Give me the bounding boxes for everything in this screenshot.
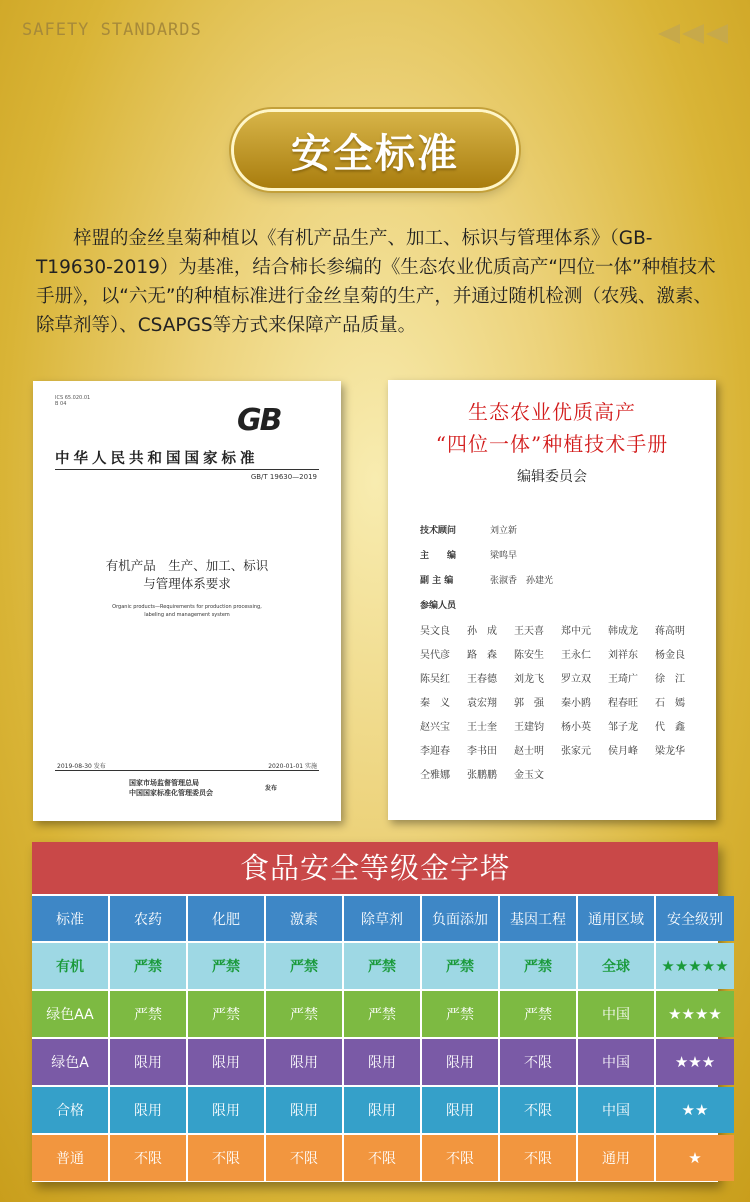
table-cell: 严禁 xyxy=(188,991,264,1037)
contributor-name: 金玉文 xyxy=(514,770,544,781)
gb-issuer-suffix: 发布 xyxy=(265,785,278,792)
section-label: SAFETY STANDARDS xyxy=(22,20,202,40)
table-header-cell: 标准 xyxy=(32,896,108,941)
table-cell: 严禁 xyxy=(110,943,186,989)
contributor-name: 侯月峰 xyxy=(608,746,638,757)
table-header-cell: 化肥 xyxy=(188,896,264,941)
table-cell: 不限 xyxy=(188,1135,264,1181)
table-cell: 严禁 xyxy=(110,991,186,1037)
table-header-cell: 安全级别 xyxy=(656,896,734,941)
gb-name-line2: 与管理体系要求 xyxy=(143,576,231,591)
role-row xyxy=(420,523,517,536)
gb-issue-date: 2019-08-30 发布 xyxy=(57,763,106,770)
table-header-cell: 激素 xyxy=(266,896,342,941)
table-cell: 不限 xyxy=(500,1039,576,1085)
role-key: 副 主 编 xyxy=(420,576,454,586)
contributor-name: 吴文良 xyxy=(420,626,450,637)
table-cell: 限用 xyxy=(266,1039,342,1085)
table-cell: 限用 xyxy=(266,1087,342,1133)
contributor-name: 赵兴宝 xyxy=(420,722,450,733)
contributor-name: 刘龙飞 xyxy=(514,674,544,685)
contributor-name: 刘祥东 xyxy=(608,650,638,661)
safety-stars: ★★★★★ xyxy=(656,943,734,989)
role-row xyxy=(420,573,553,586)
gb-org-title: 中华人民共和国国家标准 xyxy=(55,450,259,467)
table-cell: 不限 xyxy=(422,1135,498,1181)
table-cell: 限用 xyxy=(344,1087,420,1133)
contributor-name: 陈吴红 xyxy=(420,674,450,685)
table-header-cell: 农药 xyxy=(110,896,186,941)
gb-name-line1: 有机产品 生产、加工、标识 xyxy=(105,558,269,573)
gb-code: GB/T 19630—2019 xyxy=(250,473,317,481)
table-cell: 限用 xyxy=(110,1087,186,1133)
table-header-cell: 基因工程 xyxy=(500,896,576,941)
contributor-name: 程春旺 xyxy=(608,698,638,709)
table-cell: 严禁 xyxy=(422,943,498,989)
role-value: 刘立新 xyxy=(490,526,518,536)
contributor-name: 孙 成 xyxy=(467,626,497,637)
gb-standard-cover: ICS 65.020.01 B 04 GB 中华人民共和国国家标准 GB/T 19630—2019 有机产品 生产、加工、标识 与管理体系要求 Organic products—Requirements for production processing, labeling and management system 2019-08-30 发布 2020-01-01 实施 国家市场监督管理总局 中国国家标准化管理委员会 发布 xyxy=(33,381,341,821)
safety-stars: ★★★ xyxy=(656,1039,734,1085)
table-cell: 有机 xyxy=(32,943,108,989)
contributor-name: 王士奎 xyxy=(467,722,497,733)
contributor-name: 李迎春 xyxy=(420,746,450,757)
contributor-name: 秦 义 xyxy=(420,698,450,709)
manual-title-line1: 生态农业优质高产 xyxy=(468,400,636,424)
contributor-name: 郭 强 xyxy=(514,698,544,709)
name-line xyxy=(420,764,710,788)
manual-title-line2: “四位一体”种植技术手册 xyxy=(435,432,669,456)
section-title-badge xyxy=(234,112,516,188)
table-cell: 合格 xyxy=(32,1087,108,1133)
table-header-cell: 通用区域 xyxy=(578,896,654,941)
table-cell: 限用 xyxy=(422,1039,498,1085)
name-line xyxy=(420,716,710,740)
contributor-name: 梁龙华 xyxy=(655,746,685,757)
safety-stars: ★★★★ xyxy=(656,991,734,1037)
contributor-name: 张鹏鹏 xyxy=(467,770,497,781)
safety-level-table xyxy=(32,842,729,1182)
role-key: 技术顾问 xyxy=(420,526,457,536)
contributor-name: 路 森 xyxy=(467,650,497,661)
table-cell: 中国 xyxy=(578,1087,654,1133)
contributor-name: 代 鑫 xyxy=(655,722,685,733)
table-cell: 限用 xyxy=(110,1039,186,1085)
contributor-name: 陈安生 xyxy=(514,650,544,661)
table-cell: 不限 xyxy=(500,1135,576,1181)
role-key: 参编人员 xyxy=(420,601,457,611)
table-header-cell: 负面添加 xyxy=(422,896,498,941)
contributor-name: 韩成龙 xyxy=(608,626,638,637)
table-cell: 通用 xyxy=(578,1135,654,1181)
gb-logo: GB xyxy=(237,403,281,438)
name-line xyxy=(420,692,710,716)
contributor-name: 王永仁 xyxy=(561,650,591,661)
gb-impl-date: 2020-01-01 实施 xyxy=(268,763,317,770)
contributor-name: 徐 江 xyxy=(655,674,685,685)
contributor-name: 李书田 xyxy=(467,746,497,757)
safety-stars: ★ xyxy=(656,1135,734,1181)
table-title: 食品安全等级金字塔 xyxy=(32,842,718,894)
name-line xyxy=(420,668,710,692)
gb-issuer: 国家市场监督管理总局 中国国家标准化管理委员会 xyxy=(129,779,213,797)
table-cell: 严禁 xyxy=(188,943,264,989)
role-value: 梁鸣早 xyxy=(490,551,518,561)
name-line xyxy=(420,644,710,668)
safety-stars: ★★ xyxy=(656,1087,734,1133)
contributor-name: 王建钧 xyxy=(514,722,544,733)
table-cell: 严禁 xyxy=(344,943,420,989)
gb-en-line2: labeling and management system xyxy=(144,612,230,618)
role-row xyxy=(420,548,517,561)
table-cell: 严禁 xyxy=(344,991,420,1037)
table-cell: 严禁 xyxy=(422,991,498,1037)
contributor-name: 杨金良 xyxy=(655,650,685,661)
contributor-name: 石 嫣 xyxy=(655,698,685,709)
contributor-name: 王琦广 xyxy=(608,674,638,685)
manual-subtitle: 编辑委员会 xyxy=(517,469,587,485)
manual-cover xyxy=(388,380,716,820)
contributor-name: 杨小英 xyxy=(561,722,591,733)
contributor-name: 邹子龙 xyxy=(608,722,638,733)
table-cell: 不限 xyxy=(110,1135,186,1181)
contributor-names xyxy=(420,620,710,788)
table-cell: 中国 xyxy=(578,1039,654,1085)
gb-en-line1: Organic products—Requirements for production processing, xyxy=(112,604,262,610)
table-cell: 严禁 xyxy=(266,991,342,1037)
table-cell: 限用 xyxy=(422,1087,498,1133)
table-cell: 不限 xyxy=(344,1135,420,1181)
contributor-name: 仝雅娜 xyxy=(420,770,450,781)
table-cell: 全球 xyxy=(578,943,654,989)
table-cell: 严禁 xyxy=(500,943,576,989)
table-cell: 绿色A xyxy=(32,1039,108,1085)
contributor-name: 吴代彦 xyxy=(420,650,450,661)
contributor-name: 蒋高明 xyxy=(655,626,685,637)
contributor-name: 罗立双 xyxy=(561,674,591,685)
table-cell: 严禁 xyxy=(266,943,342,989)
contributor-name: 赵士明 xyxy=(514,746,544,757)
table-cell: 限用 xyxy=(344,1039,420,1085)
contributor-name: 张家元 xyxy=(561,746,591,757)
intro-paragraph: 梓盟的金丝皇菊种植以《有机产品生产、加工、标识与管理体系》（GB-T19630-2019）为基准，结合柿长参编的《生态农业优质高产“四位一体”种植技术手册》，以“六无”的种植标准进行金丝皇菊的生产，并通过随机检测（农残、激素、除草剂等）、CSAPGS等方式来保障产品质量。 xyxy=(36,228,716,336)
table-cell: 中国 xyxy=(578,991,654,1037)
table-cell: 不限 xyxy=(266,1135,342,1181)
contributor-name: 秦小鸥 xyxy=(561,698,591,709)
name-line xyxy=(420,620,710,644)
section-title: 安全标准 xyxy=(291,130,459,177)
contributor-name: 袁宏翔 xyxy=(467,698,497,709)
table-cell: 限用 xyxy=(188,1039,264,1085)
role-key: 主 编 xyxy=(420,551,457,561)
table-header-cell: 除草剂 xyxy=(344,896,420,941)
table-cell: 不限 xyxy=(500,1087,576,1133)
table-cell: 严禁 xyxy=(500,991,576,1037)
table-cell: 普通 xyxy=(32,1135,108,1181)
role-row xyxy=(420,598,490,611)
contributor-name: 郑中元 xyxy=(561,626,591,637)
table-cell: 绿色AA xyxy=(32,991,108,1037)
name-line xyxy=(420,740,710,764)
contributor-name: 王天喜 xyxy=(514,626,544,637)
arrow-decoration-icon xyxy=(658,24,728,44)
table-cell: 限用 xyxy=(188,1087,264,1133)
contributor-name: 王春德 xyxy=(467,674,497,685)
role-value: 张淑香 孙建光 xyxy=(490,576,554,586)
